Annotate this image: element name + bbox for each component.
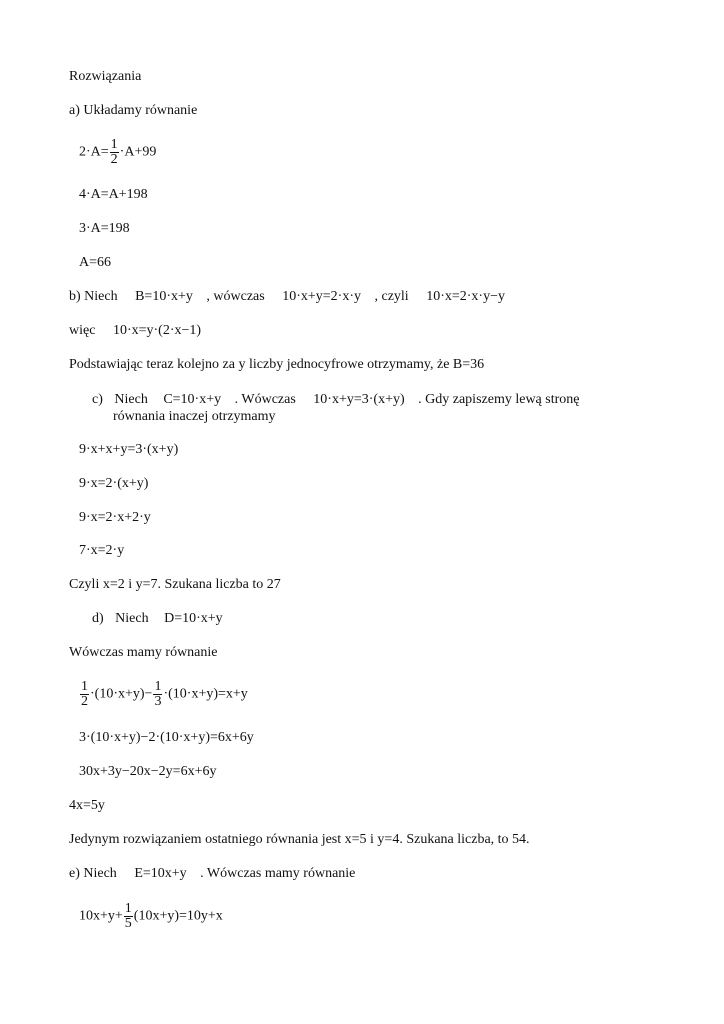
fraction-numerator: 1: [154, 679, 162, 694]
part-e-equation-1: [79, 902, 223, 931]
part-a-equation-2: 4·A=A+198: [79, 187, 148, 202]
part-d-equation-3: 30x+3y−20x−2y=6x+6y: [79, 764, 217, 779]
eq-rhs: ·A+99: [119, 144, 157, 160]
part-d-label: d): [92, 611, 104, 626]
eq-middle-1: ·(10·x+y)−: [90, 686, 153, 702]
part-d-intro: Wówczas mamy równanie: [69, 645, 218, 660]
part-b-then-label: więc: [69, 323, 96, 338]
part-a-equation-3: 3·A=198: [79, 221, 130, 236]
part-b-equation-3: 10·x=y·(2·x−1): [112, 323, 202, 338]
part-a-equation-4: A=66: [79, 255, 112, 270]
part-e-definition: E=10x+y: [134, 866, 187, 881]
part-d-conclusion: Jedynym rozwiązaniem ostatniego równania jest x=5 i y=4. Szukana liczba, to 54.: [69, 832, 530, 847]
fraction: [80, 680, 89, 709]
part-b-equation-2: 10·x=2·x·y−y: [426, 289, 505, 304]
part-c-niech: Niech: [114, 392, 148, 407]
part-d-definition: D=10·x+y: [164, 611, 223, 626]
fraction-denominator: 2: [110, 152, 118, 167]
fraction: [110, 138, 119, 167]
part-d-niech: Niech: [115, 611, 149, 626]
fraction-denominator: 5: [124, 916, 132, 931]
part-c-definition: C=10·x+y: [163, 392, 222, 407]
part-a-equation-1: [79, 138, 156, 167]
part-e-label: e) Niech: [69, 866, 117, 881]
part-d-equation-2: 3·(10·x+y)−2·(10·x+y)=6x+6y: [79, 730, 254, 745]
part-b-definition: B=10·x+y: [135, 289, 193, 304]
part-c-text-1: . Wówczas: [234, 392, 296, 407]
part-b-label: b) Niech: [69, 289, 118, 304]
part-c-line-1: [92, 391, 579, 409]
part-b-line-2: [69, 322, 201, 340]
part-c-equation-3: 9·x=2·(x+y): [79, 476, 149, 491]
eq-lhs: 10x+y+: [79, 908, 123, 924]
fraction: [153, 680, 162, 709]
part-e-text-1: . Wówczas mamy równanie: [200, 866, 356, 881]
fraction-denominator: 3: [154, 694, 162, 709]
part-c-text-3: równania inaczej otrzymamy: [113, 409, 276, 424]
part-d-equation-1: [79, 680, 248, 709]
part-c-equation-1: 10·x+y=3·(x+y): [313, 392, 405, 407]
fraction-denominator: 2: [81, 694, 88, 709]
fraction-numerator: 1: [81, 679, 88, 694]
fraction-numerator: 1: [124, 901, 132, 916]
part-b-equation-1: 10·x+y=2·x·y: [282, 289, 361, 304]
part-d-line-1: [92, 610, 223, 628]
part-c-conclusion: Czyli x=2 i y=7. Szukana liczba to 27: [69, 577, 281, 592]
heading: Rozwiązania: [69, 69, 142, 84]
part-b-conclusion: Podstawiając teraz kolejno za y liczby jednocyfrowe otrzymamy, że B=36: [69, 357, 485, 372]
part-c-equation-4: 9·x=2·x+2·y: [79, 510, 151, 525]
eq-middle-2: ·(10·x+y)=x+y: [163, 686, 248, 702]
fraction: [124, 902, 133, 931]
part-c-equation-2: 9·x+x+y=3·(x+y): [79, 442, 179, 457]
part-e-line-1: [69, 865, 355, 883]
part-b-text-2: , czyli: [374, 289, 409, 304]
part-d-equation-4: 4x=5y: [69, 798, 105, 813]
eq-lhs: 2·A=: [79, 144, 109, 160]
part-b-line-1: [69, 288, 505, 306]
part-b-text-1: , wówczas: [206, 289, 265, 304]
fraction-numerator: 1: [110, 137, 118, 152]
part-c-text-2: . Gdy zapiszemy lewą stronę: [418, 392, 580, 407]
part-c-equation-5: 7·x=2·y: [79, 543, 125, 558]
eq-rhs: (10x+y)=10y+x: [133, 908, 223, 924]
part-a-intro: a) Układamy równanie: [69, 103, 198, 118]
part-c-label: c): [92, 392, 103, 407]
